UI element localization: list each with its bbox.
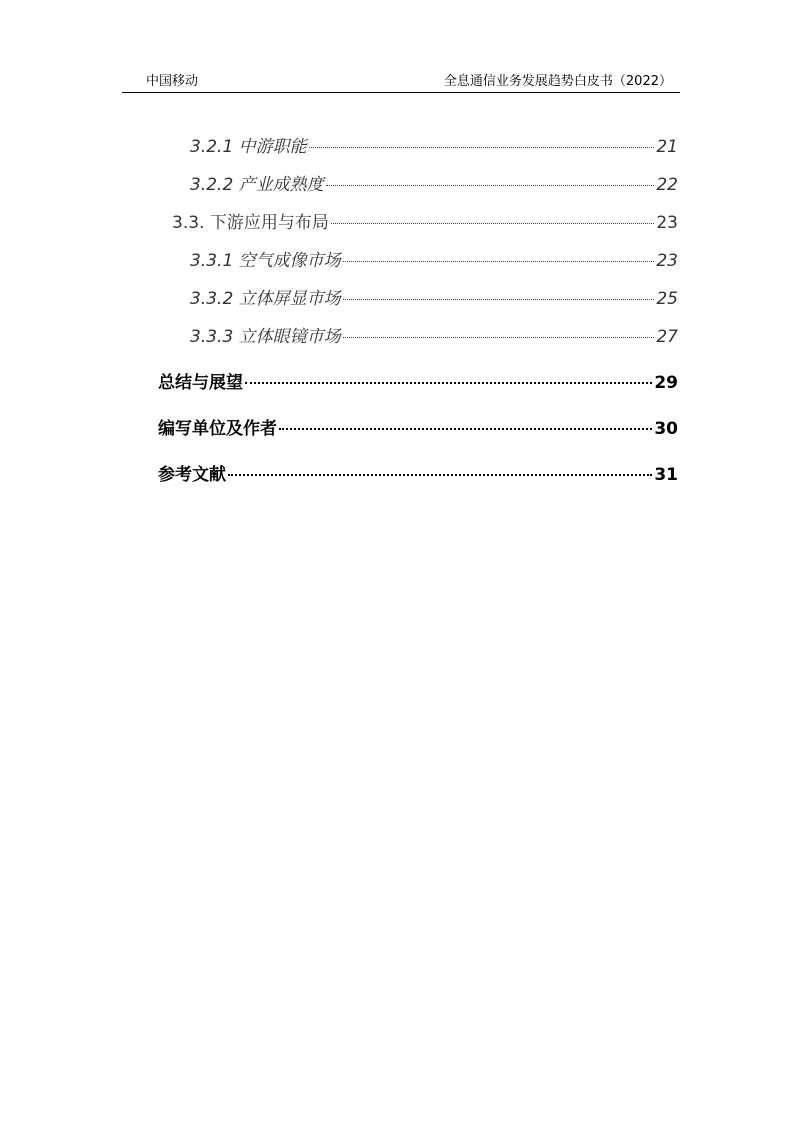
toc-page: 22 (656, 175, 678, 195)
toc-entry-summary[interactable] (158, 368, 678, 393)
header-org: 中国移动 (146, 74, 199, 89)
dot-leader (279, 428, 652, 430)
dot-leader (309, 147, 655, 148)
dot-leader (326, 185, 655, 186)
toc-page: 23 (656, 213, 678, 233)
dot-leader (245, 382, 652, 384)
toc-page: 21 (656, 137, 678, 157)
toc-label: 编写单位及作者 (158, 419, 277, 439)
toc-label: 3.3. 下游应用与布局 (172, 213, 329, 233)
toc-page: 25 (656, 289, 678, 309)
toc-label: 3.3.1 空气成像市场 (190, 251, 341, 271)
toc-page: 27 (656, 327, 678, 347)
toc-label: 3.3.2 立体屏显市场 (190, 289, 341, 309)
page-header (122, 70, 680, 93)
toc-entry-authors[interactable] (158, 414, 678, 439)
toc-entry-3-3-2[interactable] (190, 284, 678, 309)
toc-label: 参考文献 (158, 465, 226, 485)
toc-label: 3.2.2 产业成熟度 (190, 175, 324, 195)
toc-label: 3.3.3 立体眼镜市场 (190, 327, 341, 347)
dot-leader (331, 223, 655, 224)
dot-leader (228, 474, 652, 476)
toc-page: 23 (656, 251, 678, 271)
toc-entry-3-2-2[interactable] (190, 170, 678, 195)
dot-leader (343, 337, 655, 338)
toc-entry-3-3[interactable] (172, 208, 678, 233)
toc-entry-3-3-3[interactable] (190, 322, 678, 347)
toc-label: 总结与展望 (158, 373, 243, 393)
toc-page: 30 (654, 419, 678, 439)
header-doc-title: 全息通信业务发展趋势白皮书（2022） (443, 74, 672, 89)
toc-entry-3-3-1[interactable] (190, 246, 678, 271)
toc-entry-3-2-1[interactable] (190, 132, 678, 157)
dot-leader (343, 299, 655, 300)
dot-leader (343, 261, 655, 262)
toc-page: 31 (654, 465, 678, 485)
toc-page: 29 (654, 373, 678, 393)
toc-entry-references[interactable] (158, 460, 678, 485)
toc-label: 3.2.1 中游职能 (190, 137, 307, 157)
